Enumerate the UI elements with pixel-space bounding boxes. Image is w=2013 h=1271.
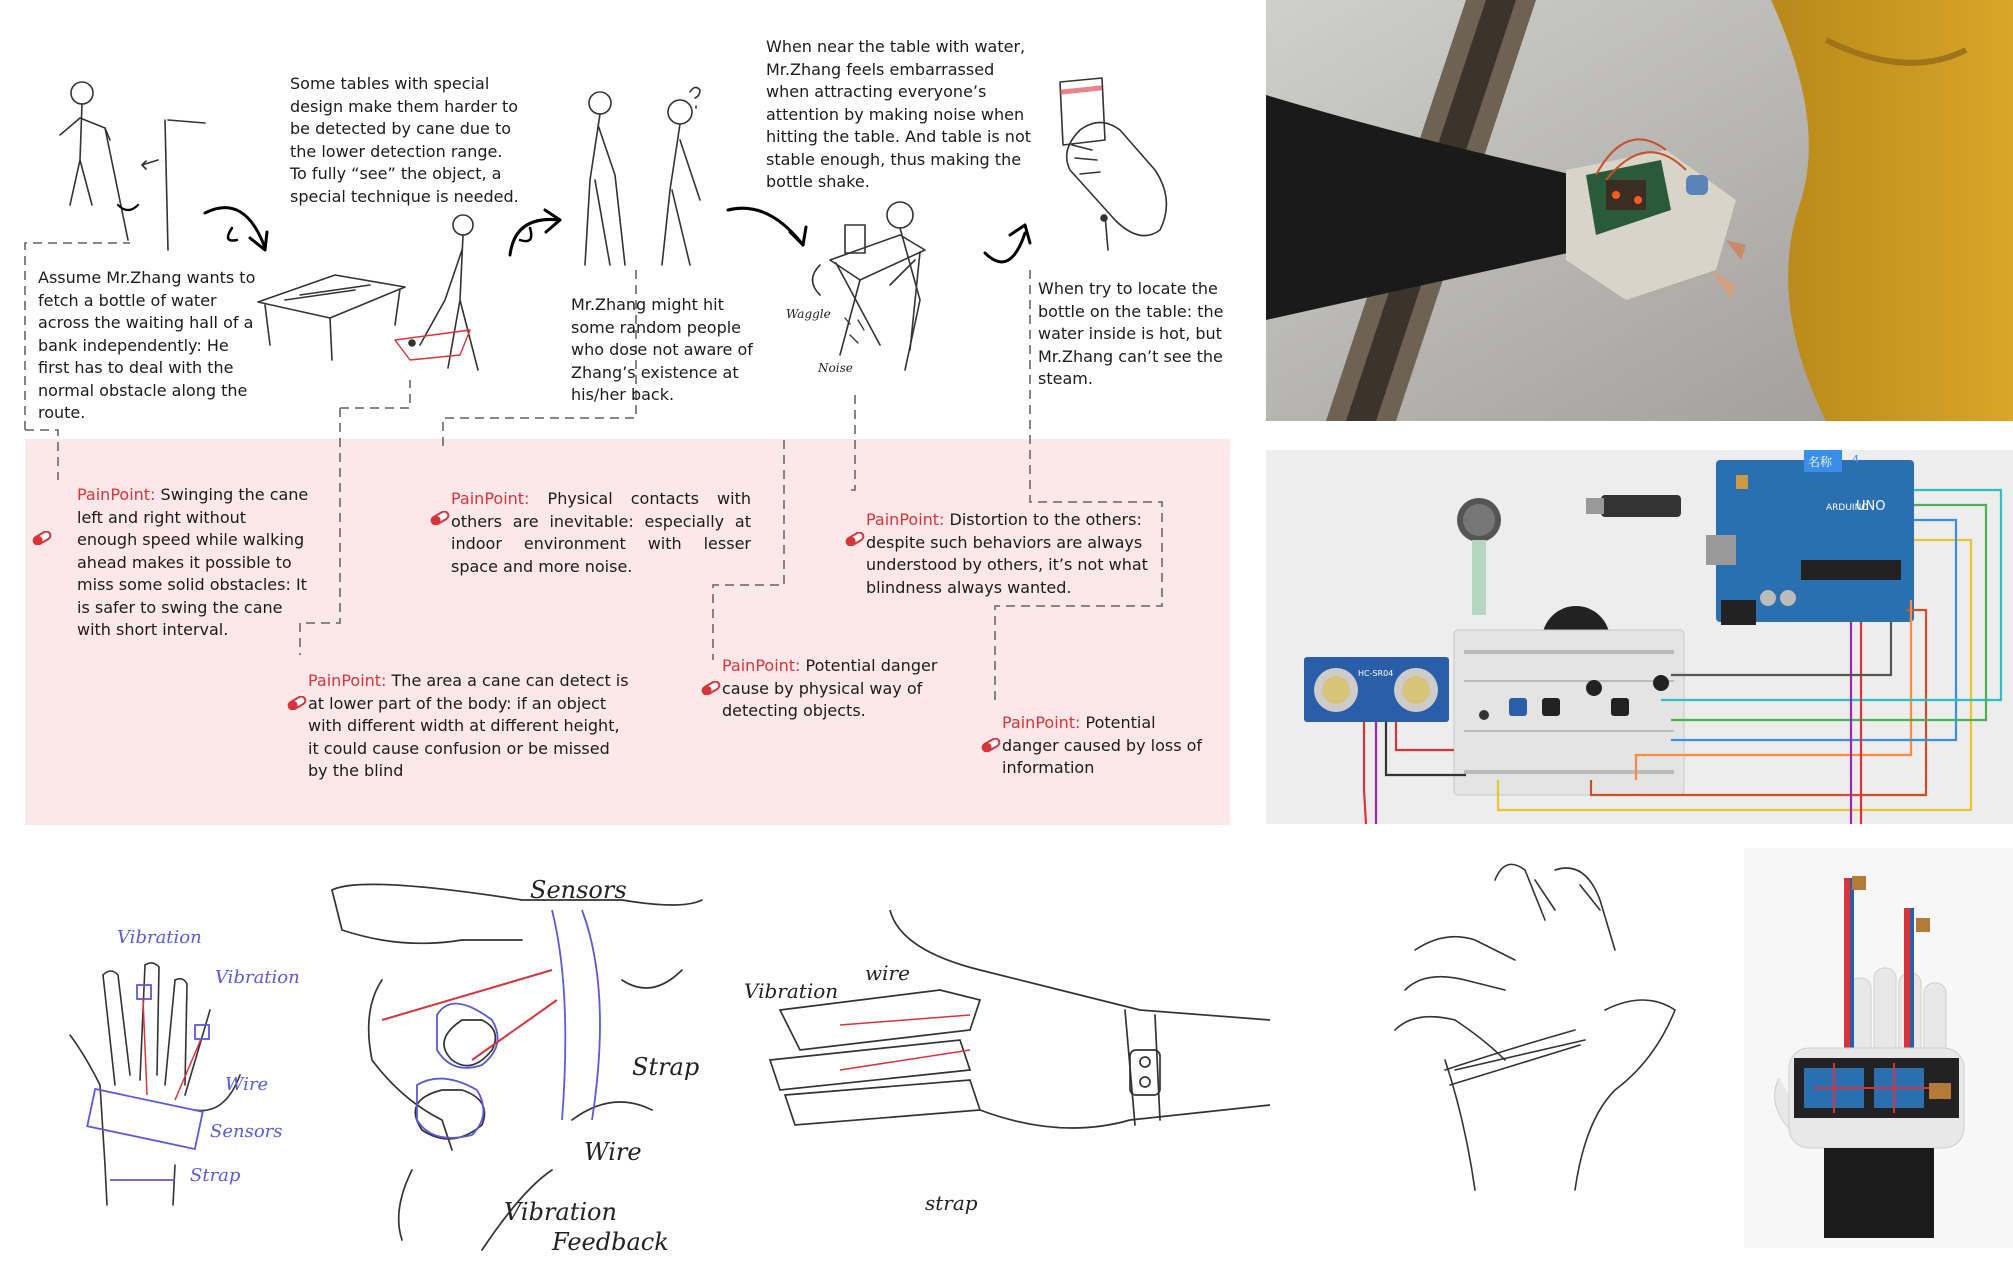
- strap-label: Strap: [632, 1053, 700, 1081]
- wire-label: Wire: [584, 1138, 642, 1166]
- painpoint-label: PainPoint:: [451, 489, 530, 508]
- pill-icon: [429, 511, 451, 525]
- glove-sketch-4: [1385, 860, 1685, 1230]
- story-text-2: Some tables with special design make them harder to be detected by cane due to the lower detection range. To fully “see” the object, a special technique is needed.: [290, 74, 519, 206]
- wire-label: wire: [865, 961, 910, 985]
- pill-icon: [844, 532, 866, 546]
- vibration-label-a: Vibration: [117, 927, 202, 948]
- feedback-label-2: Feedback: [552, 1228, 669, 1256]
- board-label: UNO: [1856, 499, 1886, 514]
- painpoint-label: PainPoint:: [308, 671, 387, 690]
- painpoint-label: PainPoint:: [722, 656, 801, 675]
- painpoint-text: Potential danger cause by physical way of detecting objects.: [722, 656, 938, 720]
- brand-label: ARDUINO: [1826, 503, 1869, 513]
- story-text-1: Assume Mr.Zhang wants to fetch a bottle of water across the waiting hall of a bank independently: He first has to deal with the normal obstacle along the route.: [38, 268, 256, 422]
- pill-icon: [700, 681, 722, 695]
- painpoint-2: [308, 670, 630, 783]
- painpoint-label: PainPoint:: [77, 485, 156, 504]
- pill-icon: [980, 738, 1002, 752]
- painpoint-text: The area a cane can detect is at lower part of the body: if an object with different width at different height, it could cause confusion or be missed by the blind: [308, 671, 629, 780]
- painpoint-6: [1002, 712, 1214, 780]
- glove-sketch-3: [740, 910, 1270, 1240]
- pill-icon: [286, 696, 308, 710]
- pill-icon: [31, 531, 53, 545]
- painpoint-3: [451, 488, 751, 578]
- painpoint-text: Potential danger caused by loss of information: [1002, 713, 1203, 777]
- painpoint-text: Distortion to the others: despite such behaviors are always understood by others, it’s not what blindness always wanted.: [866, 510, 1148, 597]
- wire-label: Wire: [225, 1074, 269, 1095]
- painpoint-label: PainPoint:: [866, 510, 945, 529]
- vibration-label: Vibration: [744, 979, 839, 1003]
- glove-sketch-2: [322, 870, 727, 1265]
- painpoint-4: [722, 655, 954, 723]
- sensor-label: HC-SR04: [1358, 669, 1394, 678]
- painpoint-text: Physical contacts with others are inevitable: especially at indoor environment with lesser space and more noise.: [451, 489, 751, 576]
- noise-label: Noise: [818, 361, 853, 375]
- painpoint-text: Swinging the cane left and right without enough speed while walking ahead makes it possible to miss some solid obstacles: It is safer to swing the cane with short interval.: [77, 485, 309, 639]
- painpoint-1: [77, 484, 309, 642]
- vibration-label-b: Vibration: [215, 967, 300, 988]
- sensors-label: Sensors: [210, 1121, 283, 1142]
- painpoint-label: PainPoint:: [1002, 713, 1081, 732]
- tag-num: 4: [1852, 453, 1859, 466]
- story-text-4: When near the table with water, Mr.Zhang feels embarrassed when attracting everyone’s attention by making noise when hitting the table. And table is not stable enough, thus making the bottle shake.: [766, 37, 1032, 191]
- circuit-diagram: [1266, 450, 2013, 824]
- story-text-5: When try to locate the bottle on the table: the water inside is hot, but Mr.Zhang can’t see the steam.: [1038, 279, 1224, 388]
- glove-sketch-1: [35, 915, 315, 1210]
- strap-label: strap: [925, 1191, 978, 1215]
- waggle-label: Waggle: [786, 307, 831, 321]
- tag-name: 名称: [1808, 455, 1833, 469]
- cad-render: [1744, 848, 2013, 1248]
- prototype-photo: [1266, 0, 2013, 421]
- story-text-3: Mr.Zhang might hit some random people who dose not aware of Zhang’s existence at his/her back.: [571, 295, 753, 404]
- sensors-label: Sensors: [530, 876, 627, 904]
- feedback-label-1: Vibration: [504, 1198, 617, 1226]
- strap-label: Strap: [190, 1165, 241, 1186]
- painpoint-5: [866, 509, 1158, 599]
